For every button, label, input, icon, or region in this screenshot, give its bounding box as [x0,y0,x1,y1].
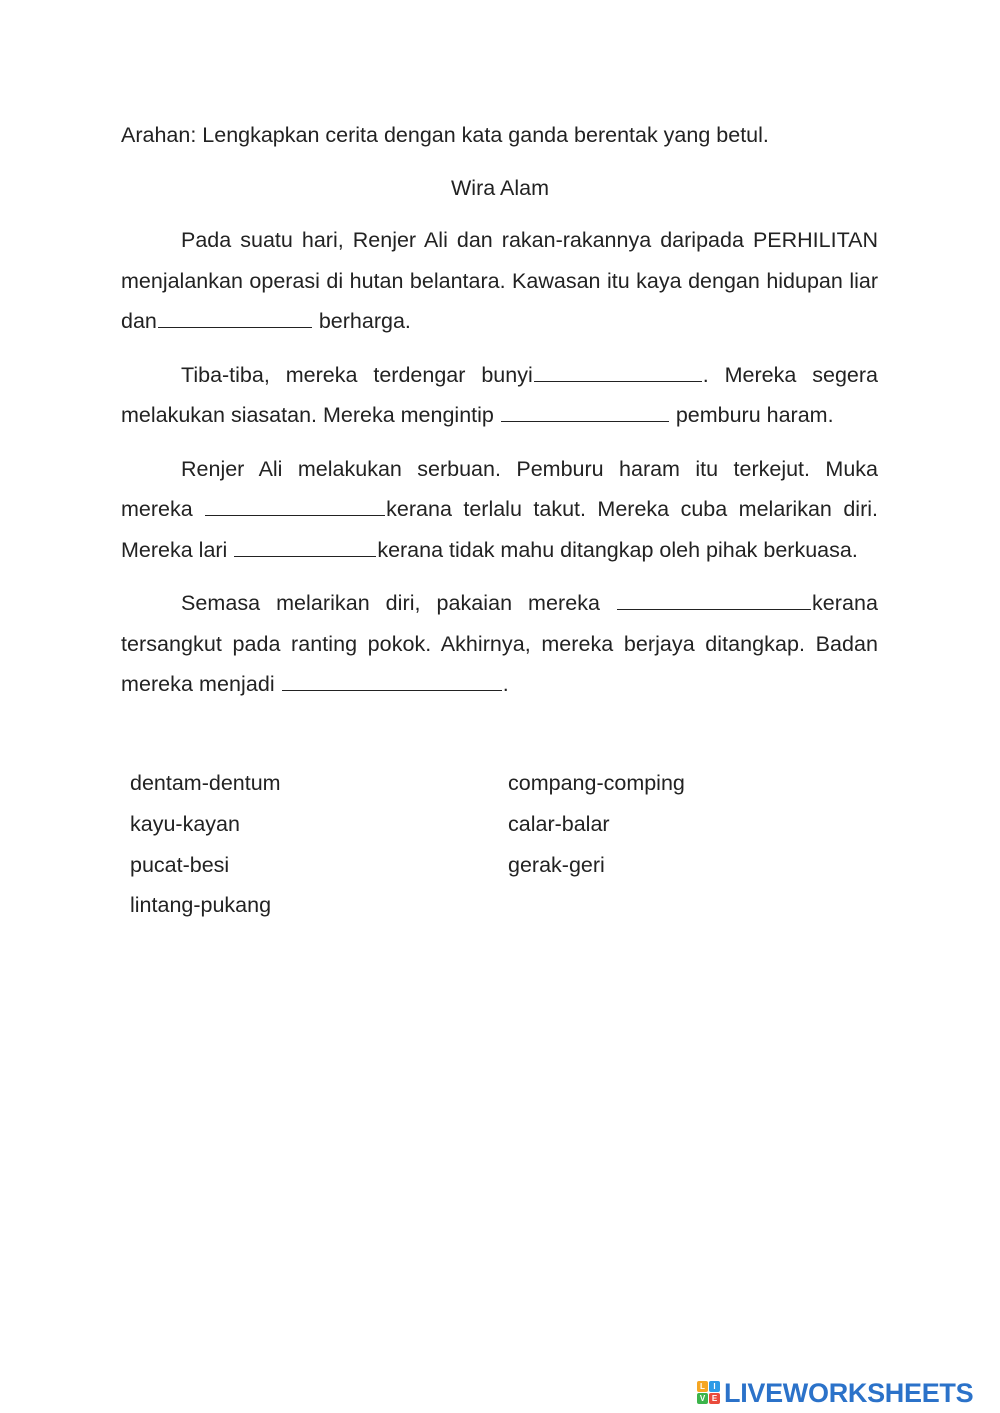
paragraph-1-text-b: berharga. [312,309,411,333]
word-option: dentam-dentum [130,771,281,795]
word-option: lintang-pukang [130,893,272,917]
answer-blank-1[interactable] [158,307,312,328]
paragraph-1 [121,220,878,342]
logo-tile: I [709,1381,720,1392]
paragraph-4-text-c: . [502,672,509,696]
paragraph-4-text-a: Semasa melarikan diri, pakaian mereka [181,591,616,615]
paragraph-2-text-c: pemburu haram. [669,403,834,427]
paragraph-2-text-a: Tiba-tiba, mereka terdengar bunyi [181,362,533,387]
answer-blank-3[interactable] [501,401,669,422]
answer-blank-7[interactable] [282,670,502,691]
paragraph-4-text-b: kerana tersangkut pada ranting pokok. Akhirnya, mereka berjaya ditangkap. Badan mereka menjadi [121,591,878,696]
story-title: Wira Alam [451,176,549,200]
paragraph-3-text-a: Renjer Ali melakukan serbuan. Pemburu haram itu terkejut. Muka mereka [121,456,878,521]
word-option: compang-comping [508,771,685,795]
word-option: calar-balar [508,812,610,836]
word-option: pucat-besi [130,853,230,877]
paragraph-3 [121,449,878,571]
answer-blank-6[interactable] [617,589,811,610]
word-option: kayu-kayan [130,812,240,836]
liveworksheets-logo-icon [697,1380,721,1406]
instruction-text: Arahan: Lengkapkan cerita dengan kata ganda berentak yang betul. [121,123,769,147]
paragraph-4 [121,583,878,705]
logo-tile: L [697,1381,708,1392]
liveworksheets-logo [697,1378,997,1408]
logo-tile: V [697,1393,708,1404]
answer-blank-5[interactable] [234,536,376,557]
logo-tile: E [709,1393,720,1404]
paragraph-3-text-b: kerana terlalu takut. Mereka cuba melarikan diri. Mereka lari [121,497,878,562]
paragraph-2-text-b: . Mereka segera melakukan siasatan. Mereka mengintip [121,362,878,427]
paragraph-2 [121,355,878,436]
word-option: gerak-geri [508,853,605,877]
answer-blank-4[interactable] [205,495,385,516]
story-body [121,220,878,718]
answer-blank-2[interactable] [534,361,702,382]
paragraph-3-text-c: kerana tidak mahu ditangkap oleh pihak berkuasa. [377,537,858,562]
liveworksheets-wordmark: LIVEWORKSHEETS [724,1378,974,1408]
paragraph-1-text-a: Pada suatu hari, Renjer Ali dan rakan-rakannya daripada PERHILITAN menjalankan operasi di hutan belantara. Kawasan itu kaya dengan hidupan liar dan [121,228,878,333]
